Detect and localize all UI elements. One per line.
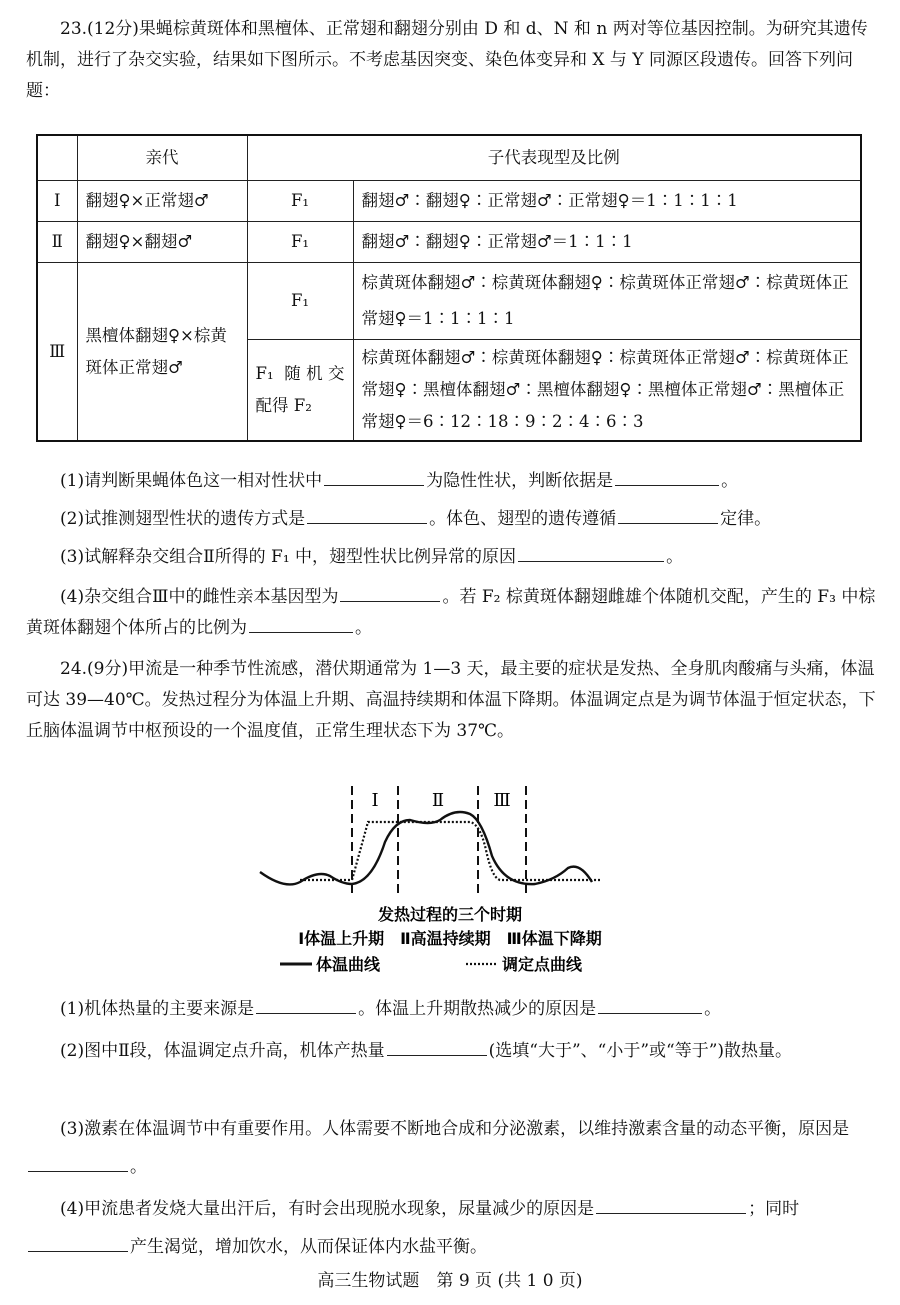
row-parent: 黑檀体翻翅♀×棕黄斑体正常翅♂ — [77, 263, 247, 442]
text: ；同时 — [748, 1199, 800, 1219]
q23-sub2 — [26, 504, 878, 535]
phase-label-2: Ⅱ — [431, 790, 445, 811]
q24-intro: 24.(9分)甲流是一种季节性流感，潜伏期通常为 1—3 天，最主要的症状是发热、全身肌肉酸痛与头痛，体温可达 39—40℃。发热过程分为体温上升期、高温持续期和体温下降期。体温调定点是为调节体温于恒定状态，下丘脑体温调节中枢预设的一个温度值，正常生理状态下为 37℃。 — [26, 659, 876, 741]
row-generation-f2: F₁ 随机交配得 F₂ — [247, 340, 353, 442]
set-point-curve — [300, 822, 600, 880]
q23-sub1 — [26, 466, 878, 497]
row-generation: F₁ — [247, 181, 353, 222]
q23-sub3 — [26, 542, 878, 573]
text: (1)机体热量的主要来源是 — [60, 999, 255, 1019]
text: (选填“大于”、“小于”或“等于”)散热量。 — [488, 1041, 793, 1061]
table-header-row — [37, 135, 861, 181]
row-id: Ⅲ — [37, 263, 77, 442]
answer-blank[interactable] — [340, 600, 440, 602]
phase-label-1: Ⅰ — [371, 790, 379, 811]
cross-table — [36, 134, 862, 442]
body-temperature-curve — [260, 812, 592, 884]
answer-blank[interactable] — [618, 522, 718, 524]
q24-sub4 — [26, 1190, 878, 1266]
table-row — [37, 181, 861, 222]
row-result: 翻翅♂∶翻翅♀∶正常翅♂∶正常翅♀＝1∶1∶1∶1 — [353, 181, 861, 222]
answer-blank[interactable] — [249, 631, 353, 633]
row-generation: F₁ — [247, 263, 353, 340]
answer-blank[interactable] — [598, 1012, 702, 1014]
row-generation: F₁ — [247, 222, 353, 263]
answer-blank[interactable] — [307, 522, 427, 524]
answer-blank[interactable] — [387, 1054, 487, 1056]
text: 。体温上升期散热减少的原因是 — [358, 999, 597, 1019]
row-result: 棕黄斑体翻翅♂∶棕黄斑体翻翅♀∶棕黄斑体正常翅♂∶棕黄斑体正常翅♀＝1∶1∶1∶1 — [353, 263, 861, 340]
text: 。 — [704, 999, 722, 1019]
q23-sub4 — [26, 582, 878, 644]
row-result: 翻翅♂∶翻翅♀∶正常翅♂＝1∶1∶1 — [353, 222, 861, 263]
text: (2)图中Ⅱ段，体温调定点升高，机体产热量 — [60, 1041, 385, 1061]
answer-blank[interactable] — [324, 484, 424, 486]
answer-blank[interactable] — [615, 484, 719, 486]
row-result-f2: 棕黄斑体翻翅♂∶棕黄斑体翻翅♀∶棕黄斑体正常翅♂∶棕黄斑体正常翅♀∶黑檀体翻翅♂∶黑檀体翻翅♀∶黑檀体正常翅♂∶黑檀体正常翅♀＝6∶12∶18∶9∶2∶4∶6∶3 — [353, 340, 861, 442]
answer-blank[interactable] — [28, 1170, 128, 1172]
table-row — [37, 222, 861, 263]
row-id: Ⅱ — [37, 222, 77, 263]
text: (1)请判断果蝇体色这一相对性状中 — [60, 471, 323, 491]
table-row — [37, 263, 861, 340]
q23-intro: 23.(12分)果蝇棕黄斑体和黑檀体、正常翅和翻翅分别由 D 和 d、N 和 n 两对等位基因控制。为研究其遗传机制，进行了杂交实验，结果如下图所示。不考虑基因突变、染色体变异和 X 与 Y 同源区段遗传。回答下列问题： — [26, 19, 868, 101]
phase-label-3: Ⅲ — [493, 790, 511, 811]
row-parent: 翻翅♀×翻翅♂ — [77, 222, 247, 263]
table-header-parent: 亲代 — [77, 135, 247, 181]
text: 。 — [721, 471, 739, 491]
fever-phase-figure — [0, 780, 900, 980]
text: (3)试解释杂交组合Ⅱ所得的 F₁ 中，翅型性状比例异常的原因 — [60, 547, 517, 567]
answer-blank[interactable] — [596, 1212, 746, 1214]
q24-sub2 — [26, 1032, 878, 1070]
table-header-blank — [37, 135, 77, 181]
text: 为隐性性状，判断依据是 — [426, 471, 614, 491]
row-parent: 翻翅♀×正常翅♂ — [77, 181, 247, 222]
text: (4)杂交组合Ⅲ中的雌性亲本基因型为 — [60, 587, 339, 607]
text: 。体色、翅型的遗传遵循 — [429, 509, 617, 529]
figure-title: 发热过程的三个时期 — [377, 905, 523, 924]
legend-set-point: 调定点曲线 — [502, 955, 583, 974]
answer-blank[interactable] — [256, 1012, 356, 1014]
q24-sub3 — [26, 1110, 878, 1186]
text: 。 — [130, 1157, 147, 1177]
page-footer: 高三生物试题 第 9 页 (共 1 0 页) — [317, 1271, 583, 1291]
text: 产生渴觉，增加饮水，从而保证体内水盐平衡。 — [130, 1237, 487, 1257]
text: (3)激素在体温调节中有重要作用。人体需要不断地合成和分泌激素，以维持激素含量的动态平衡，原因是 — [60, 1119, 850, 1139]
answer-blank[interactable] — [28, 1250, 128, 1252]
text: (4)甲流患者发烧大量出汗后，有时会出现脱水现象，尿量减少的原因是 — [60, 1199, 595, 1219]
row-id: Ⅰ — [37, 181, 77, 222]
q24-sub1 — [26, 994, 878, 1025]
text: 定律。 — [720, 509, 772, 529]
table-header-offspring: 子代表现型及比例 — [247, 135, 861, 181]
answer-blank[interactable] — [518, 560, 664, 562]
text: 。 — [355, 618, 372, 638]
figure-phase-legend: Ⅰ体温上升期 Ⅱ高温持续期 Ⅲ体温下降期 — [298, 929, 602, 948]
text: 。若 F₂ 棕黄斑体翻翅雌雄个体随机交配，产生的 F₃ 中棕黄斑体翻翅个体所占的比例为 — [26, 587, 876, 638]
legend-body-temp: 体温曲线 — [316, 955, 381, 974]
text: 。 — [666, 547, 684, 567]
text: (2)试推测翅型性状的遗传方式是 — [60, 509, 306, 529]
